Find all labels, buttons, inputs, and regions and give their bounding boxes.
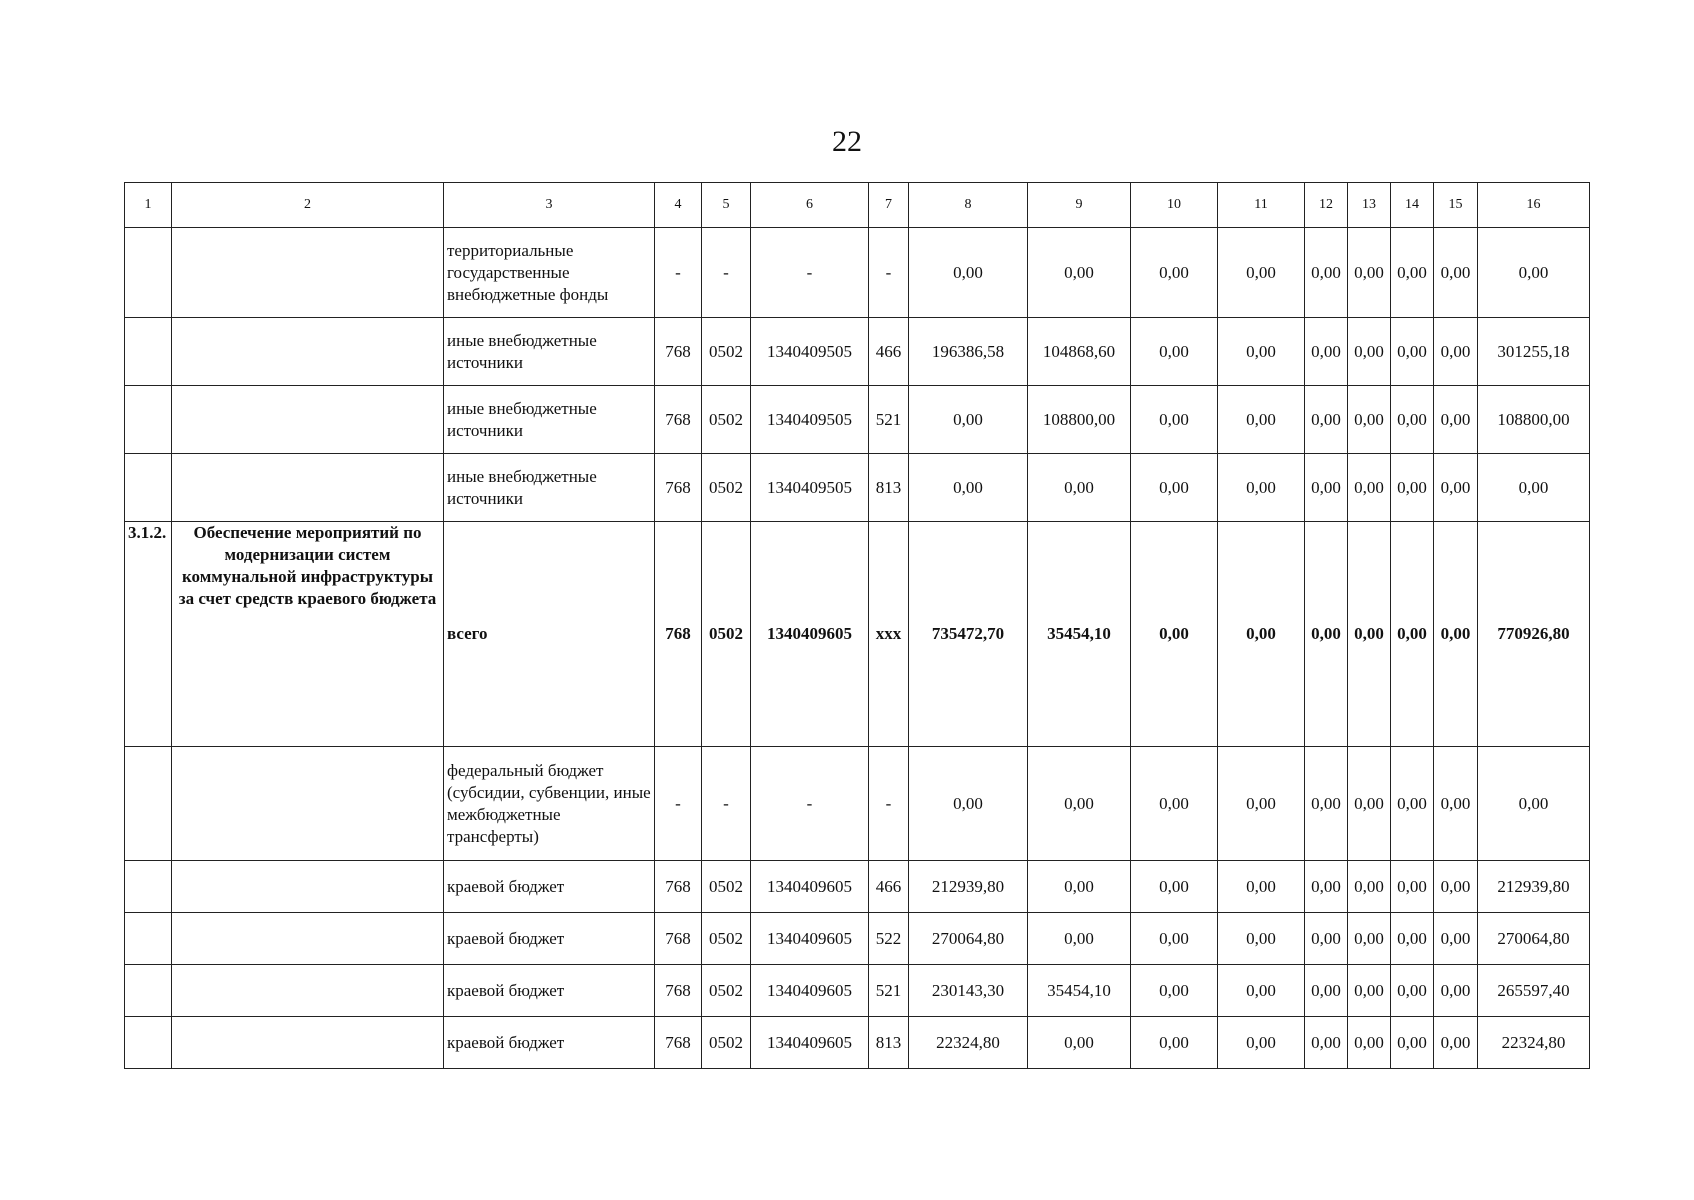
cell-c15: 0,00 xyxy=(1434,1017,1478,1069)
header-cell: 2 xyxy=(172,183,444,228)
name-cell xyxy=(172,228,444,318)
cell-c7: xxx xyxy=(869,522,909,747)
cell-c8: 0,00 xyxy=(909,228,1028,318)
cell-c16: 0,00 xyxy=(1478,747,1590,861)
cell-c8: 735472,70 xyxy=(909,522,1028,747)
cell-c12: 0,00 xyxy=(1305,913,1348,965)
table-row xyxy=(125,228,1590,318)
table-row xyxy=(125,747,1590,861)
code-cell xyxy=(125,913,172,965)
cell-c15: 0,00 xyxy=(1434,861,1478,913)
cell-c5: - xyxy=(702,228,751,318)
cell-c11: 0,00 xyxy=(1218,861,1305,913)
cell-c9: 0,00 xyxy=(1028,454,1131,522)
cell-c13: 0,00 xyxy=(1348,965,1391,1017)
funding-source-label: краевой бюджет xyxy=(444,965,655,1017)
cell-c7: 521 xyxy=(869,965,909,1017)
code-cell xyxy=(125,861,172,913)
cell-c4: 768 xyxy=(655,1017,702,1069)
cell-c6: 1340409505 xyxy=(751,318,869,386)
name-cell xyxy=(172,454,444,522)
code-cell xyxy=(125,1017,172,1069)
cell-c16: 108800,00 xyxy=(1478,386,1590,454)
cell-c12: 0,00 xyxy=(1305,386,1348,454)
cell-c13: 0,00 xyxy=(1348,913,1391,965)
cell-c9: 0,00 xyxy=(1028,861,1131,913)
funding-source-label: всего xyxy=(444,522,655,747)
code-cell xyxy=(125,228,172,318)
cell-c11: 0,00 xyxy=(1218,228,1305,318)
table-row xyxy=(125,861,1590,913)
cell-c5: 0502 xyxy=(702,522,751,747)
header-cell: 5 xyxy=(702,183,751,228)
cell-c14: 0,00 xyxy=(1391,747,1434,861)
cell-c4: - xyxy=(655,747,702,861)
table-row xyxy=(125,913,1590,965)
cell-c4: 768 xyxy=(655,318,702,386)
funding-source-label: краевой бюджет xyxy=(444,1017,655,1069)
cell-c7: 466 xyxy=(869,861,909,913)
cell-c5: 0502 xyxy=(702,454,751,522)
name-cell xyxy=(172,747,444,861)
cell-c4: 768 xyxy=(655,913,702,965)
cell-c9: 108800,00 xyxy=(1028,386,1131,454)
cell-c12: 0,00 xyxy=(1305,747,1348,861)
cell-c9: 0,00 xyxy=(1028,1017,1131,1069)
name-cell xyxy=(172,965,444,1017)
table-row xyxy=(125,454,1590,522)
code-cell xyxy=(125,965,172,1017)
cell-c5: 0502 xyxy=(702,861,751,913)
cell-c11: 0,00 xyxy=(1218,318,1305,386)
header-cell: 1 xyxy=(125,183,172,228)
cell-c12: 0,00 xyxy=(1305,861,1348,913)
funding-source-label: территориальные государственные внебюджетные фонды xyxy=(444,228,655,318)
cell-c11: 0,00 xyxy=(1218,747,1305,861)
header-cell: 4 xyxy=(655,183,702,228)
cell-c4: 768 xyxy=(655,454,702,522)
cell-c15: 0,00 xyxy=(1434,386,1478,454)
cell-c5: 0502 xyxy=(702,318,751,386)
cell-c10: 0,00 xyxy=(1131,913,1218,965)
cell-c15: 0,00 xyxy=(1434,747,1478,861)
cell-c12: 0,00 xyxy=(1305,318,1348,386)
cell-c6: 1340409605 xyxy=(751,913,869,965)
cell-c11: 0,00 xyxy=(1218,386,1305,454)
cell-c6: 1340409605 xyxy=(751,1017,869,1069)
header-cell: 14 xyxy=(1391,183,1434,228)
table-row xyxy=(125,965,1590,1017)
cell-c16: 22324,80 xyxy=(1478,1017,1590,1069)
page-number: 22 xyxy=(832,125,862,158)
cell-c12: 0,00 xyxy=(1305,454,1348,522)
cell-c10: 0,00 xyxy=(1131,747,1218,861)
table-row xyxy=(125,318,1590,386)
funding-source-label: краевой бюджет xyxy=(444,861,655,913)
cell-c14: 0,00 xyxy=(1391,454,1434,522)
header-cell: 9 xyxy=(1028,183,1131,228)
cell-c15: 0,00 xyxy=(1434,318,1478,386)
name-cell xyxy=(172,861,444,913)
header-cell: 7 xyxy=(869,183,909,228)
cell-c11: 0,00 xyxy=(1218,1017,1305,1069)
cell-c8: 212939,80 xyxy=(909,861,1028,913)
name-cell xyxy=(172,386,444,454)
cell-c11: 0,00 xyxy=(1218,522,1305,747)
name-cell xyxy=(172,1017,444,1069)
cell-c13: 0,00 xyxy=(1348,1017,1391,1069)
header-row xyxy=(125,183,1590,228)
cell-c8: 0,00 xyxy=(909,747,1028,861)
cell-c11: 0,00 xyxy=(1218,454,1305,522)
cell-c5: 0502 xyxy=(702,1017,751,1069)
cell-c9: 0,00 xyxy=(1028,747,1131,861)
code-cell xyxy=(125,747,172,861)
table-row xyxy=(125,1017,1590,1069)
cell-c15: 0,00 xyxy=(1434,228,1478,318)
cell-c6: 1340409605 xyxy=(751,861,869,913)
cell-c9: 35454,10 xyxy=(1028,965,1131,1017)
cell-c10: 0,00 xyxy=(1131,1017,1218,1069)
cell-c6: - xyxy=(751,747,869,861)
name-cell: Обеспечение мероприятий по модернизации систем коммунальной инфраструктуры за счет средств краевого бюджета xyxy=(172,522,444,747)
cell-c15: 0,00 xyxy=(1434,965,1478,1017)
cell-c16: 0,00 xyxy=(1478,228,1590,318)
cell-c14: 0,00 xyxy=(1391,228,1434,318)
funding-source-label: краевой бюджет xyxy=(444,913,655,965)
cell-c14: 0,00 xyxy=(1391,965,1434,1017)
cell-c15: 0,00 xyxy=(1434,454,1478,522)
cell-c8: 230143,30 xyxy=(909,965,1028,1017)
cell-c4: 768 xyxy=(655,965,702,1017)
cell-c10: 0,00 xyxy=(1131,522,1218,747)
cell-c12: 0,00 xyxy=(1305,1017,1348,1069)
cell-c14: 0,00 xyxy=(1391,861,1434,913)
cell-c6: 1340409505 xyxy=(751,454,869,522)
cell-c14: 0,00 xyxy=(1391,1017,1434,1069)
header-cell: 6 xyxy=(751,183,869,228)
header-cell: 13 xyxy=(1348,183,1391,228)
budget-table xyxy=(124,182,1590,1069)
cell-c12: 0,00 xyxy=(1305,965,1348,1017)
cell-c13: 0,00 xyxy=(1348,228,1391,318)
funding-source-label: иные внебюджетные источники xyxy=(444,318,655,386)
cell-c4: 768 xyxy=(655,861,702,913)
code-cell xyxy=(125,318,172,386)
cell-c6: 1340409605 xyxy=(751,522,869,747)
funding-source-label: иные внебюджетные источники xyxy=(444,386,655,454)
code-cell: 3.1.2. xyxy=(125,522,172,747)
header-cell: 16 xyxy=(1478,183,1590,228)
cell-c6: - xyxy=(751,228,869,318)
header-cell: 12 xyxy=(1305,183,1348,228)
cell-c13: 0,00 xyxy=(1348,318,1391,386)
cell-c14: 0,00 xyxy=(1391,913,1434,965)
table-row xyxy=(125,386,1590,454)
code-cell xyxy=(125,386,172,454)
cell-c13: 0,00 xyxy=(1348,861,1391,913)
cell-c10: 0,00 xyxy=(1131,318,1218,386)
funding-source-label: иные внебюджетные источники xyxy=(444,454,655,522)
cell-c16: 265597,40 xyxy=(1478,965,1590,1017)
table-row xyxy=(125,522,1590,747)
cell-c10: 0,00 xyxy=(1131,454,1218,522)
cell-c10: 0,00 xyxy=(1131,965,1218,1017)
cell-c9: 104868,60 xyxy=(1028,318,1131,386)
cell-c15: 0,00 xyxy=(1434,522,1478,747)
cell-c8: 22324,80 xyxy=(909,1017,1028,1069)
cell-c9: 0,00 xyxy=(1028,913,1131,965)
cell-c7: 521 xyxy=(869,386,909,454)
name-cell xyxy=(172,318,444,386)
cell-c11: 0,00 xyxy=(1218,965,1305,1017)
cell-c7: 522 xyxy=(869,913,909,965)
cell-c6: 1340409505 xyxy=(751,386,869,454)
header-cell: 15 xyxy=(1434,183,1478,228)
cell-c13: 0,00 xyxy=(1348,522,1391,747)
cell-c16: 270064,80 xyxy=(1478,913,1590,965)
cell-c5: 0502 xyxy=(702,913,751,965)
cell-c12: 0,00 xyxy=(1305,228,1348,318)
cell-c5: - xyxy=(702,747,751,861)
cell-c8: 270064,80 xyxy=(909,913,1028,965)
cell-c7: - xyxy=(869,747,909,861)
header-cell: 10 xyxy=(1131,183,1218,228)
cell-c7: - xyxy=(869,228,909,318)
cell-c10: 0,00 xyxy=(1131,861,1218,913)
cell-c4: - xyxy=(655,228,702,318)
cell-c4: 768 xyxy=(655,386,702,454)
cell-c10: 0,00 xyxy=(1131,386,1218,454)
cell-c6: 1340409605 xyxy=(751,965,869,1017)
cell-c16: 212939,80 xyxy=(1478,861,1590,913)
code-cell xyxy=(125,454,172,522)
cell-c9: 0,00 xyxy=(1028,228,1131,318)
cell-c7: 813 xyxy=(869,454,909,522)
cell-c14: 0,00 xyxy=(1391,386,1434,454)
cell-c15: 0,00 xyxy=(1434,913,1478,965)
cell-c13: 0,00 xyxy=(1348,454,1391,522)
cell-c8: 0,00 xyxy=(909,386,1028,454)
cell-c13: 0,00 xyxy=(1348,747,1391,861)
header-cell: 8 xyxy=(909,183,1028,228)
header-cell: 3 xyxy=(444,183,655,228)
cell-c16: 770926,80 xyxy=(1478,522,1590,747)
cell-c7: 466 xyxy=(869,318,909,386)
cell-c14: 0,00 xyxy=(1391,318,1434,386)
header-cell: 11 xyxy=(1218,183,1305,228)
cell-c11: 0,00 xyxy=(1218,913,1305,965)
cell-c5: 0502 xyxy=(702,386,751,454)
cell-c13: 0,00 xyxy=(1348,386,1391,454)
cell-c16: 301255,18 xyxy=(1478,318,1590,386)
cell-c14: 0,00 xyxy=(1391,522,1434,747)
funding-source-label: федеральный бюджет (субсидии, субвенции, иные межбюджетные трансферты) xyxy=(444,747,655,861)
cell-c8: 196386,58 xyxy=(909,318,1028,386)
cell-c5: 0502 xyxy=(702,965,751,1017)
cell-c4: 768 xyxy=(655,522,702,747)
name-cell xyxy=(172,913,444,965)
cell-c8: 0,00 xyxy=(909,454,1028,522)
cell-c16: 0,00 xyxy=(1478,454,1590,522)
cell-c10: 0,00 xyxy=(1131,228,1218,318)
cell-c9: 35454,10 xyxy=(1028,522,1131,747)
cell-c12: 0,00 xyxy=(1305,522,1348,747)
cell-c7: 813 xyxy=(869,1017,909,1069)
